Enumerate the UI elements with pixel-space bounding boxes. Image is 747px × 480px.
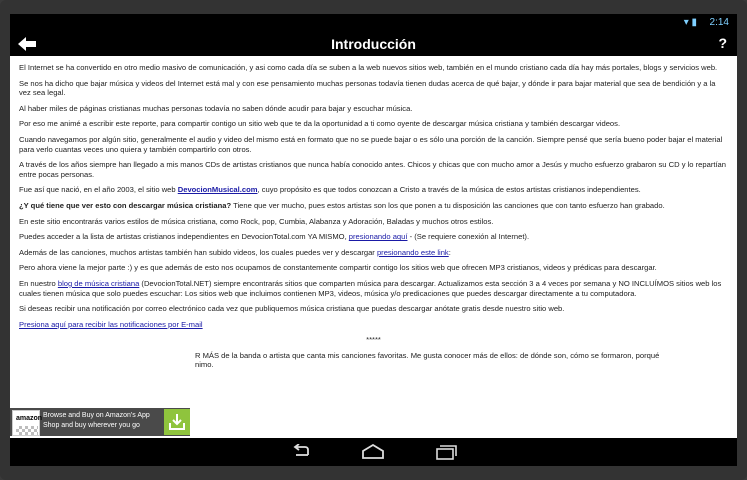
amazon-ad-banner[interactable] [10,408,190,436]
paragraph [19,320,728,330]
paragraph: En este sitio encontrarás varios estilos de música cristiana, como Rock, pop, Cumbia, Alabanza y Adoración, Baladas y muchos otros estilos. [19,216,494,226]
paragraph: Además de las canciones, muchos artistas también han subido videos, los cuales puedes ver y descargar presionando este link: [19,247,451,257]
home-nav-icon[interactable] [360,444,386,460]
paragraph: A través de los años siempre han llegado a mis manos CDs de artistas cristianos que nunca había conocido antes. Chicos y chicas que con mucho amor a Jesús y mucho esfuerzo grabaron su CD y lo repartían entre pocas personas. [19,160,727,179]
help-button[interactable]: ? [718,35,727,51]
separator-stars: ***** [366,335,381,345]
artists-list-link[interactable]: presionando aquí [348,232,408,242]
back-nav-icon[interactable] [288,444,314,460]
device-screen [10,14,737,466]
paragraph: ¿Y qué tiene que ver esto con descargar música cristiana? Tiene que ver mucho, pues estos artistas son los que ponen a tu disposición las canciones que con tanto esfuerzo han grabado. [19,200,665,210]
email-notifications-link[interactable]: Presiona aquí para recibir las notificaciones por E-mail [19,319,203,329]
videos-link[interactable]: presionando este link [376,247,449,257]
paragraph: Cuando navegamos por algún sitio, generalmente el audio y video del mismo está en formato que no se puede bajar o es sólo una porción de la canción. Siempre pensé que sería bueno poder bajar el material para verlo cuantas veces uno quiera y también compartirlo con otros. [19,134,723,154]
status-bar [10,14,737,32]
article-content[interactable] [10,56,737,438]
paragraph: Puedes acceder a la lista de artistas cristianos independientes en DevocionTotal.com YA MISMO, presionando aquí - (Se requiere conexión al Internet). [19,232,530,242]
paragraph: Si deseas recibir una notificación por correo electrónico cada vez que publiquemos música cristiana que puedas descargar anótate gratis desde nuestro sitio web. [19,304,565,314]
download-icon[interactable] [164,409,190,435]
page-title: Introducción [331,36,416,52]
paragraph: Pero ahora viene la mejor parte :) y es que además de esto nos ocupamos de constantemente compartir contigo los sitios web que ofrecen MP3 cristianos, videos y prédicas para descargar. [19,263,657,273]
paragraph: Al haber miles de páginas cristianas muchas personas todavía no saben dónde acudir para bajar y escuchar música. [19,103,413,113]
ad-pattern [16,426,38,435]
blog-link[interactable]: blog de música cristiana [57,278,140,288]
status-clock: 2:14 [709,17,729,28]
signal-battery-icons: ▾ ▮ [683,17,697,28]
ad-text: Browse and Buy on Amazon's App Shop and buy wherever you go [43,412,150,429]
paragraph: En nuestro blog de música cristiana (DevocionTotal.NET) siempre encontrarás sitios que comparten música para descargar. Actualizamos esta sección 3 a 4 veces por semana y NO INCLUÍMOS sitios web los cuales tienen música que solo puedes escuchar: Los sitios web que incluimos contienen MP3, videos, música y/o predicaciones que puedes descargar directamente a tu computadora. [19,278,722,298]
paragraph: Por eso me animé a escribir este reporte, para compartir contigo un sitio web que te da la oportunidad a ti como oyente de descargar música cristiana y también descargar videos. [19,119,621,129]
recent-apps-icon[interactable] [432,444,458,460]
question-heading: ¿Y qué tiene que ver esto con descargar música cristiana? [19,200,232,210]
android-nav-bar [10,438,737,466]
paragraph: Fue así que nació, en el año 2003, el sitio web DevocionMusical.com, cuyo propósito es que todos conozcan a Cristo a través de la música de estos artistas cristianos independientes. [19,185,641,195]
app-header [10,32,737,56]
paragraph: R MÁS de la banda o artista que canta mis canciones favoritas. Me gusta conocer más de ellos: de dónde son, cómo se formaron, porqué nimo. [195,350,660,370]
amazon-logo: amazon [12,410,40,436]
devocionmusical-link[interactable]: DevocionMusical.com [177,185,258,195]
paragraph: El Internet se ha convertido en otro medio masivo de comunicación, y asi como cada día se suben a la web nuevos sitios web, también en el mundo cristiano cada día hay más portales, blogs y servicios web. [19,63,718,72]
paragraph: Se nos ha dicho que bajar música y videos del Internet está mal y con ese pensamiento muchas personas todavía tienen dudas acerca de qué bajar, y dónde ir para bajar material que sea de bendición y a la vez sea legal. [19,78,716,98]
